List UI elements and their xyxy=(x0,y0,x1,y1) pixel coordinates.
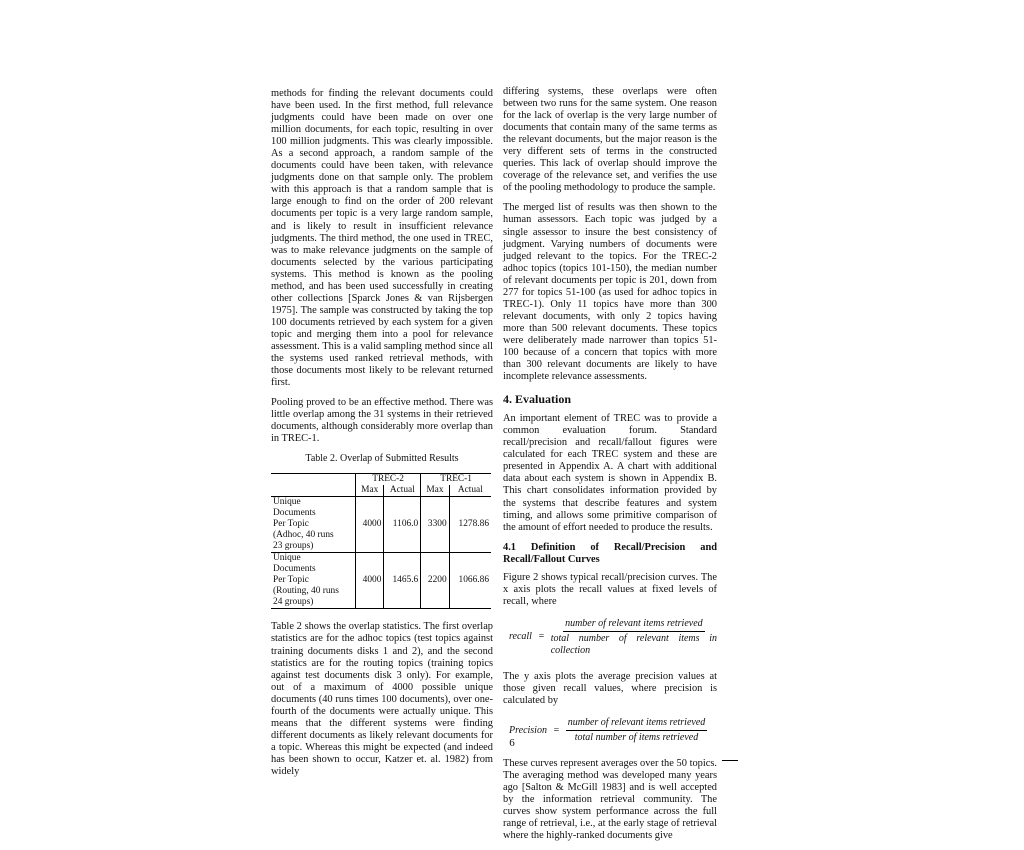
equation-denominator: total number of relevant items in collection xyxy=(550,632,717,656)
table-cell: 1465.6 xyxy=(384,553,421,609)
equation-numerator: number of relevant items retrieved xyxy=(563,618,705,632)
body-paragraph: differing systems, these overlaps were often between two runs for the same system. One reason for the lack of overlap is the very large number of documents that contain many of the same terms as the relevant documents, but the major reason is the very different sets of terms in the constructed queries. This lack of overlap should improve the coverage of the relevance set, and verifies the use of the pooling methodology to produce the sample. xyxy=(503,86,717,194)
table-row-label: Unique Documents Per Topic (Routing, 40 runs 24 groups) xyxy=(271,553,356,609)
table-subheader: Actual xyxy=(449,485,491,497)
table-cell: 1278.86 xyxy=(449,497,491,553)
table-caption: Table 2. Overlap of Submitted Results xyxy=(305,453,459,465)
table-row xyxy=(271,497,491,553)
body-paragraph: An important element of TREC was to provide a common evaluation forum. Standard recall/precision and recall/fallout figures were calculated for each TREC system and these are presented in Appendix A. A chart with additional data about each system is shown in Appendix B. This chart consolidates information provided by the systems that describe features and system timing, and allows some primitive comparison of the amount of effort needed to produce the results. xyxy=(503,413,717,533)
equation-numerator: number of relevant items retrieved xyxy=(566,717,708,731)
equation-lhs: Precision xyxy=(509,724,547,736)
table-group-header: TREC-2 xyxy=(356,474,421,486)
table-cell: 3300 xyxy=(421,497,449,553)
body-paragraph: Table 2 shows the overlap statistics. The first overlap statistics are for the adhoc topics (test topics against training documents disks 1 and 2), and the second statistics are for the routing topics (training topics against test documents disk 3 only). For example, out of a maximum of 4000 possible unique documents (40 runs times 100 documents), over one-fourth of the documents were actually unique. This means that the different systems were finding different documents as likely relevant documents for a topic. Whereas this might be expected (and indeed has been shown to occur, Katzer et. al. 1982) from widely xyxy=(271,621,493,777)
table-cell: 1066.86 xyxy=(449,553,491,609)
corner-rule xyxy=(722,760,738,761)
right-column xyxy=(503,86,717,850)
table-subheader: Max xyxy=(356,485,384,497)
table-row-label: Unique Documents Per Topic (Adhoc, 40 runs 23 groups) xyxy=(271,497,356,553)
table-cell: 4000 xyxy=(356,497,384,553)
table-subheader: Max xyxy=(421,485,449,497)
equation-equals: = xyxy=(537,631,545,643)
subsection-heading: 4.1 Definition of Recall/Precision and Recall/Fallout Curves xyxy=(503,541,717,565)
overlap-table xyxy=(271,473,491,609)
body-paragraph: methods for finding the relevant documents could have been used. In the first method, full relevance judgments could have been made on over one million documents, for each topic, resulting in over 100 million judgments. This was clearly impossible. As a second approach, a random sample of the documents could have been taken, with relevance judgments done on that sample only. The problem with this approach is that a random sample that is large enough to find on the order of 200 relevant documents per topic is a very large random sample, and is likely to result in insufficient relevance judgments. The third method, the one used in TREC, was to make relevance judgments on the sample of documents selected by the various participating systems. This method is known as the pooling method, and has been used successfully in creating other collections [Sparck Jones & van Rijsbergen 1975]. The sample was constructed by taking the top 100 documents retrieved by each system for a given topic and merging them into a pool for relevance assessment. This is a valid sampling method since all the systems used ranked retrieval methods, with those documents most likely to be relevant returned first. xyxy=(271,88,493,389)
table-cell: 1106.0 xyxy=(384,497,421,553)
table-cell: 4000 xyxy=(356,553,384,609)
equation-lhs: recall xyxy=(509,631,532,643)
body-paragraph: The y axis plots the average precision values at those given recall values, where precision is calculated by xyxy=(503,670,717,707)
section-heading: 4. Evaluation xyxy=(503,392,572,407)
body-paragraph: The merged list of results was then shown to the human assessors. Each topic was judged by a single assessor to insure the best consistency of judgment. Varying numbers of documents were judged relevant to the topics. For the TREC-2 adhoc topics (topics 101-150), the median number of relevant documents per topic is 201, down from 277 for topics 51-100 (as used for adhoc topics in TREC-1). Only 11 topics have more than 300 relevant documents, with only 2 topics having more than 500 relevant documents. These topics were deliberately made narrower than topics 51-100 because of a concern that topics with more than 300 relevant documents are likely to have incomplete relevance assessments. xyxy=(503,202,717,383)
equation-denominator: total number of items retrieved xyxy=(574,732,699,744)
equation-equals: = xyxy=(552,724,560,736)
body-paragraph: Figure 2 shows typical recall/precision curves. The x axis plots the recall values at fixed levels of recall, where xyxy=(503,571,717,607)
page-number: 6 xyxy=(509,737,515,749)
left-column xyxy=(271,88,493,786)
body-paragraph: These curves represent averages over the 50 topics. The averaging method was developed many years ago [Salton & McGill 1983] and is well accepted by the information retrieval community. The curves show system performance across the full range of retrieval, i.e., at the early stage of retrieval where the highly-ranked documents give xyxy=(503,758,717,842)
equation-fraction xyxy=(551,618,717,657)
body-paragraph: Pooling proved to be an effective method. There was little overlap among the 31 systems in their retrieved documents, although considerably more overlap than in TREC-1. xyxy=(271,397,493,445)
table-row xyxy=(271,553,491,609)
recall-equation xyxy=(509,618,717,657)
table-cell: 2200 xyxy=(421,553,449,609)
table-subheader: Actual xyxy=(384,485,421,497)
table-group-header: TREC-1 xyxy=(421,474,491,486)
